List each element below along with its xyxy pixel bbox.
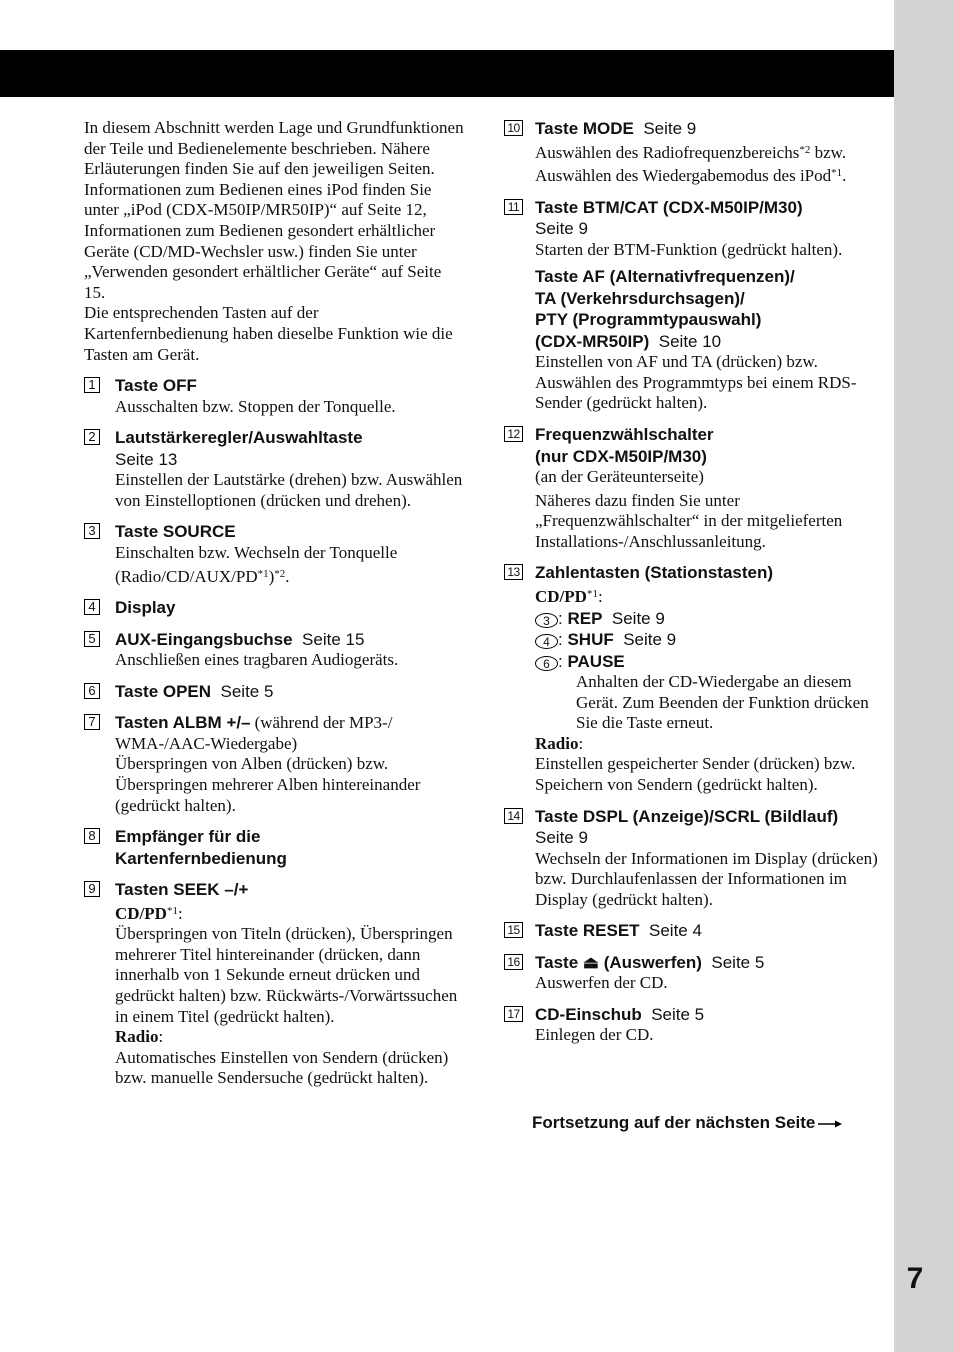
item-page-ref: Seite 5 xyxy=(651,1004,705,1024)
item-title: Taste DSPL (Anzeige)/SCRL (Bildlauf) xyxy=(535,806,839,826)
item-desc: Auswerfen der CD. xyxy=(535,973,668,993)
item-page-ref: Seite 5 xyxy=(711,952,765,972)
item-note: (an der Geräteunterseite) xyxy=(535,467,704,487)
item-desc: Starten der BTM-Funktion (gedrückt halten). xyxy=(535,239,843,259)
item-number: 11 xyxy=(504,199,523,215)
item-title: AUX-Eingangsbuchse Seite 15 xyxy=(115,629,365,649)
item-number: 7 xyxy=(84,714,100,730)
cd-label: CD/PD$^{*1}$: xyxy=(115,903,183,923)
sub-title-line-4: (CDX-MR50IP) Seite 10 xyxy=(535,331,722,351)
item-number: 2 xyxy=(84,429,100,445)
item-2 xyxy=(84,427,464,511)
intro-paragraph-3: Die entsprechenden Tasten auf der Kartenfernbedienung haben dieselbe Funktion wie die Tasten am Gerät. xyxy=(84,303,453,364)
key-4-icon: 4 xyxy=(535,634,558,649)
item-number: 12 xyxy=(504,426,523,442)
item-page-ref: Seite 4 xyxy=(649,921,702,941)
item-title: Taste BTM/CAT (CDX-M50IP/M30) xyxy=(535,197,803,217)
item-number: 17 xyxy=(504,1006,523,1022)
header-bar xyxy=(0,50,894,97)
item-12 xyxy=(504,424,886,552)
item-3 xyxy=(84,521,464,587)
item-number: 14 xyxy=(504,808,523,824)
item-desc: Anschließen eines tragbaren Audiogeräts. xyxy=(115,650,399,670)
item-number: 9 xyxy=(84,881,100,897)
item-number: 3 xyxy=(84,523,100,539)
item-number: 15 xyxy=(504,922,523,938)
item-9 xyxy=(84,879,464,1089)
item-page-ref: Seite 9 xyxy=(643,119,697,138)
item-page-ref: Seite 15 xyxy=(302,629,365,649)
item-title: CD-Einschub Seite 5 xyxy=(535,1004,705,1024)
item-title: Display xyxy=(115,598,176,618)
radio-desc: Einstellen gespeicherter Sender (drücken) bzw. Speichern von Sendern (gedrückt halten). xyxy=(535,754,856,794)
item-7 xyxy=(84,712,464,816)
item-title: Tasten SEEK –/+ xyxy=(115,880,249,900)
item-desc: Einlegen der CD. xyxy=(535,1025,654,1045)
radio-desc: Automatisches Einstellen von Sendern (drücken) bzw. manuelle Sendersuche (gedrückt halten). xyxy=(115,1047,449,1088)
sub-page-ref: Seite 10 xyxy=(658,331,722,351)
item-number: 1 xyxy=(84,377,100,393)
key-3-icon: 3 xyxy=(535,613,558,628)
item-number: 16 xyxy=(504,954,523,970)
cd-label: CD/PD$^{*1}$: xyxy=(535,586,603,606)
item-title: Taste OPEN Seite 5 xyxy=(115,681,274,701)
item-title-line-1: Frequenzwählschalter xyxy=(535,425,714,445)
item-title-line-1: Empfänger für die xyxy=(115,827,261,847)
side-tab xyxy=(894,0,954,1352)
page-number: 7 xyxy=(906,1262,924,1295)
item-title: Lautstärkeregler/Auswahltaste xyxy=(115,428,363,448)
left-column xyxy=(84,118,464,1089)
item-8 xyxy=(84,826,464,869)
item-6 xyxy=(84,681,464,703)
item-15 xyxy=(504,920,886,942)
item-title-line-2: Kartenfernbedienung xyxy=(115,848,287,868)
continued-note: Fortsetzung auf der nächsten Seite xyxy=(532,1113,842,1133)
sub-title-line-2: TA (Verkehrsdurchsagen)/ xyxy=(535,288,745,308)
item-number: 5 xyxy=(84,631,100,647)
item-page-ref: Seite 13 xyxy=(115,449,178,469)
key-6-icon: 6 xyxy=(535,656,558,671)
item-10 xyxy=(504,118,886,187)
item-14 xyxy=(504,806,886,911)
item-16 xyxy=(504,952,886,994)
intro-paragraph-2: Informationen zum Bedienen eines iPod finden Sie unter „iPod (CDX-M50IP/MR50IP)“ auf Seite 12, Informationen zum Bedienen gesondert erhältlicher Geräte (CD/MD-Wechsler usw.) finden Sie unter „Verwenden gesondert erhältlicher Geräte“ auf Seite 15. xyxy=(84,179,442,302)
item-number: 6 xyxy=(84,683,100,699)
sub-desc: Einstellen von AF und TA (drücken) bzw. Auswählen des Programmtyps bei einem RDS-Sender (gedrückt halten). xyxy=(535,352,857,413)
item-title: Taste ⏏ (Auswerfen) Seite 5 xyxy=(535,952,765,972)
item-11 xyxy=(504,197,886,414)
key-4-row: 4 : SHUF Seite 9 xyxy=(535,629,886,651)
item-desc: Ausschalten bzw. Stoppen der Tonquelle. xyxy=(115,396,396,416)
cd-desc: Überspringen von Titeln (drücken), Überspringen mehrerer Titel hintereinander (drücken, dann innerhalb von 1 Sekunde erneut drücken und gedrückt halten) bzw. Rückwärts-/Vorwärtssuchen in einem Titel (gedrückt halten). xyxy=(115,924,458,1026)
item-title: Zahlentasten (Stationstasten) xyxy=(535,563,774,583)
item-desc: Einschalten bzw. Wechseln der Tonquelle (Radio/CD/AUX/PD$^{*1}$)$^{*2}$. xyxy=(115,542,398,586)
right-column xyxy=(504,118,886,1046)
item-title: Taste SOURCE xyxy=(115,522,236,542)
sub-title-line-3: PTY (Programmtypauswahl) xyxy=(535,310,762,330)
item-title: Tasten ALBM +/– (während der MP3-/ WMA-/AAC-Wiedergabe) xyxy=(115,713,393,753)
key-6-row: 6 : PAUSE xyxy=(535,651,886,673)
item-title: Taste RESET Seite 4 xyxy=(535,921,702,941)
item-page-ref: Seite 9 xyxy=(535,828,588,848)
item-page-ref: Seite 5 xyxy=(220,681,274,701)
item-4 xyxy=(84,597,464,619)
item-title: Taste MODE Seite 9 xyxy=(535,119,697,138)
item-desc: Auswählen des Radiofrequenzbereichs$^{*2}$ bzw. Auswählen des Wiedergabemodus des iPod$^{*1}$. xyxy=(535,142,847,186)
item-13 xyxy=(504,562,886,795)
radio-label: Radio: xyxy=(115,1027,164,1047)
intro-paragraph-1: In diesem Abschnitt werden Lage und Grundfunktionen der Teile und Bedienelemente beschrieben. Nähere Erläuterungen finden Sie auf den jeweiligen Seiten. xyxy=(84,118,464,179)
item-number: 4 xyxy=(84,599,100,615)
item-title: Taste OFF xyxy=(115,376,197,396)
item-number: 8 xyxy=(84,828,100,844)
key-3-row: 3 : REP Seite 9 xyxy=(535,608,886,630)
sub-title-line-1: Taste AF (Alternativfrequenzen)/ xyxy=(535,267,795,287)
item-1 xyxy=(84,375,464,417)
radio-label: Radio: xyxy=(535,733,584,753)
item-number: 13 xyxy=(504,564,523,580)
item-page-ref: Seite 9 xyxy=(535,219,588,239)
item-note: (während der MP3-/ WMA-/AAC-Wiedergabe) xyxy=(115,713,393,753)
item-17 xyxy=(504,1004,886,1046)
item-desc: Wechseln der Informationen im Display (drücken) bzw. Durchlaufenlassen der Informationen im Display (gedrückt halten). xyxy=(535,848,878,909)
item-title-line-2: (nur CDX-M50IP/M30) xyxy=(535,446,707,466)
item-5 xyxy=(84,629,464,671)
arrow-right-icon xyxy=(818,1119,842,1129)
item-desc: Näheres dazu finden Sie unter „Frequenzwählschalter“ in der mitgelieferten Installations-/Anschlussanleitung. xyxy=(535,490,843,551)
item-desc: Einstellen der Lautstärke (drehen) bzw. Auswählen von Einstelloptionen (drücken und drehen). xyxy=(115,470,463,510)
item-desc: Überspringen von Alben (drücken) bzw. Überspringen mehrerer Alben hintereinander (gedrückt halten). xyxy=(115,754,421,815)
eject-icon: ⏏ xyxy=(582,952,599,972)
key-6-desc: Anhalten der CD-Wiedergabe an diesem Gerät. Zum Beenden der Funktion drücken Sie die Taste erneut. xyxy=(576,672,869,733)
item-number: 10 xyxy=(504,120,523,136)
